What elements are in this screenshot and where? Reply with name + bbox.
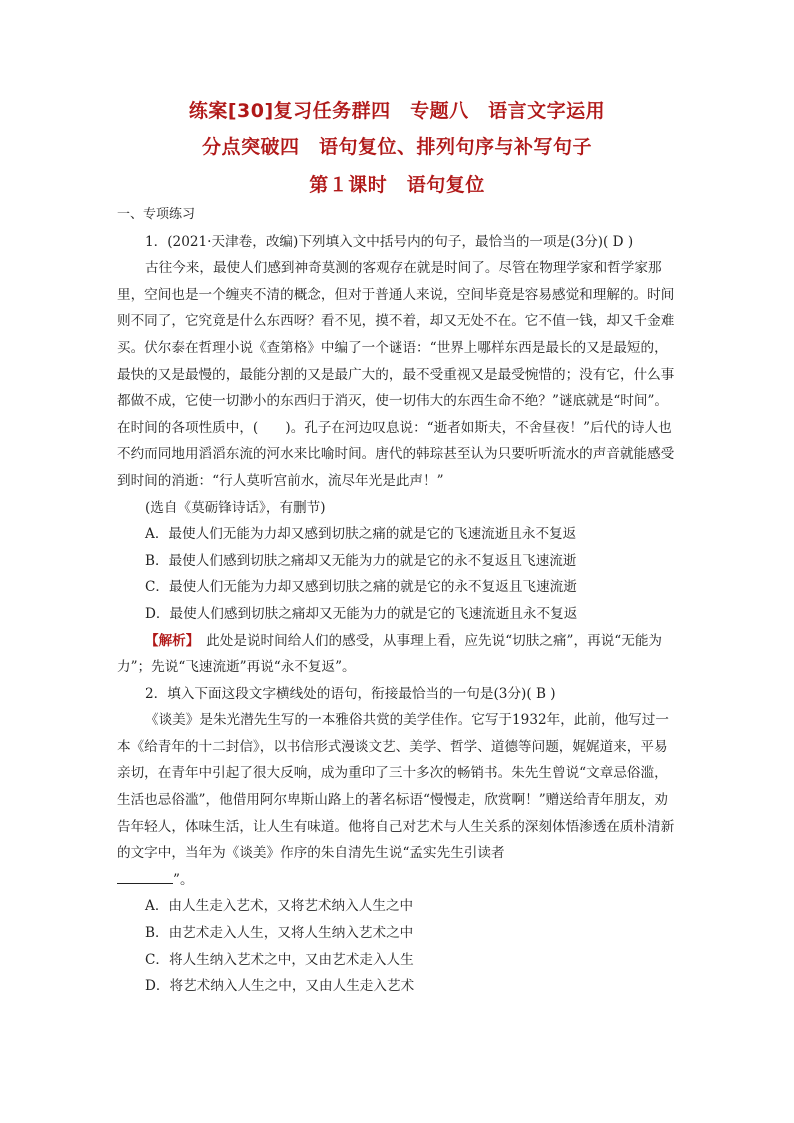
title-line-2: 分点突破四 语句复位、排列句序与补写句子	[201, 136, 592, 158]
question-2-option-c: C．将人生纳入艺术之中，又由艺术走入人生	[145, 951, 414, 968]
question-2-stem	[117, 681, 679, 708]
analysis-tag: 【解析】	[145, 632, 193, 649]
fill-in-blank	[117, 867, 173, 884]
title-line-3: 第１课时 语句复位	[309, 174, 485, 196]
question-2-passage-text: 《谈美》是朱光潜先生写的一本雅俗共赏的美学佳作。它写于1932年，此前，他写过一本《给青年的十二封信》，以书信形式漫谈文艺、美学、哲学、道德等问题，娓娓道来，平易亲切，在青年中引起了很大反响，成为重印了三十多次的畅销书。朱先生曾说“文章忌俗滥，生活也忌俗滥”，他借用阿尔卑斯山路上的著名标语“慢慢走，欣赏啊！”赠送给青年朋友，劝告年轻人，体味生活，让人生有味道。他将自己对艺术与人生关系的深刻体悟渗透在质朴清新的文字中，当年为《谈美》作序的朱自清先生说“孟实先生引读者	[117, 712, 675, 862]
question-2-option-a: A．由人生走入艺术，又将艺术纳入人生之中	[145, 898, 414, 915]
question-1-option-b: B．最使人们感到切肤之痛却又无能为力的就是它的永不复返且飞速流逝	[145, 552, 577, 569]
question-2-passage-end: ”。	[173, 871, 194, 888]
question-2-option-b: B．由艺术走入人生，又将人生纳入艺术之中	[145, 925, 414, 942]
question-2-stem-close: )	[550, 685, 556, 702]
section-heading: 一、专项练习	[117, 207, 196, 222]
question-1-source: (选自《莫砺锋诗话》，有删节)	[145, 499, 326, 516]
document-body	[117, 202, 679, 1000]
question-2-option-d: D．将艺术纳入人生之中，又由人生走入艺术	[145, 978, 415, 995]
question-1-stem-close: )	[627, 233, 634, 250]
analysis-text: 此处是说时间给人们的感受，从事理上看，应先说“切肤之痛”，再说“无能为力”；先说“飞速流逝”再说“永不复返”。	[117, 632, 663, 676]
question-1-option-a: A．最使人们无能为力却又感到切肤之痛的就是它的飞速流逝且永不复返	[145, 526, 577, 543]
question-1-stem-text: 1．(2021·天津卷，改编)下列填入文中括号内的句子，最恰当的一项是(3分)(	[145, 233, 609, 250]
question-1-answer: D	[608, 233, 628, 250]
question-1-stem	[117, 229, 679, 256]
question-1-option-d: D．最使人们感到切肤之痛却又无能为力的就是它的飞速流逝且永不复返	[145, 605, 578, 622]
question-1-option-c: C．最使人们无能为力却又感到切肤之痛的就是它的永不复返且飞速流逝	[145, 579, 577, 596]
question-2-answer: B	[531, 685, 551, 702]
question-2-passage	[117, 707, 679, 893]
question-2-stem-text: 2．填入下面这段文字横线处的语句，衔接最恰当的一句是(3分)(	[145, 685, 532, 702]
question-1-passage: 古往今来，最使人们感到神奇莫测的客观存在就是时间了。尽管在物理学家和哲学家那里，空间也是一个缠夹不清的概念，但对于普通人来说，空间毕竟是容易感觉和理解的。时间则不同了，它究竟是什么东西呀？看不见，摸不着，却又无处不在。它不值一钱，却又千金难买。伏尔泰在哲理小说《查第格》中编了一个谜语：“世界上哪样东西是最长的又是最短的，最快的又是最慢的，最能分割的又是最广大的，最不受重视又是最受惋惜的；没有它，什么事都做不成，它使一切渺小的东西归于消灭，使一切伟大的东西生命不绝？”谜底就是“时间”。在时间的各项性质中，( )。孔子在河边叹息说：“逝者如斯夫，不舍昼夜！”后代的诗人也不约而同地用滔滔东流的河水来比喻时间。唐代的韩琮甚至认为只要听听流水的声音就能感受到时间的消逝：“行人莫听宫前水，流尽年光是此声！”	[117, 260, 675, 489]
title-line-1: 练案[30]复习任务群四 专题八 语言文字运用	[188, 100, 606, 122]
question-1-analysis	[117, 628, 679, 681]
